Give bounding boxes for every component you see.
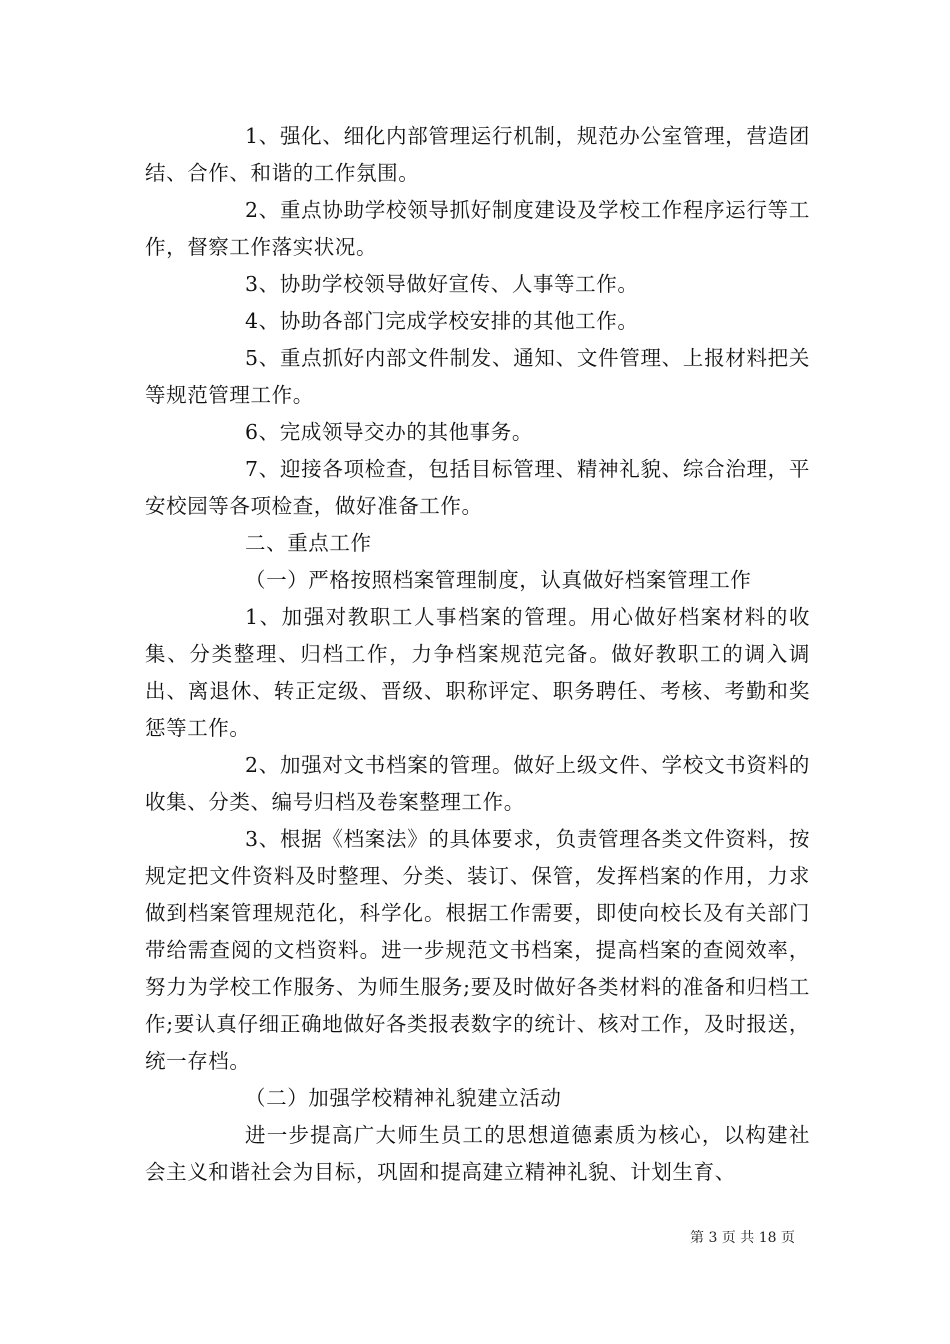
section-heading-key-work: 二、重点工作 [245, 531, 372, 555]
paragraph-item-6: 6、完成领导交办的其他事务。 [245, 420, 533, 444]
archives-item-2: 2、加强对文书档案的管理。做好上级文件、学校文书资料的收集、分类、编号归档及卷案整理工作。 [145, 753, 810, 814]
civility-paragraph: 进一步提高广大师生员工的思想道德素质为核心，以构建社会主义和谐社会为目标，巩固和提高建立精神礼貌、计划生育、 [145, 1123, 810, 1184]
subsection-heading-civility: （二）加强学校精神礼貌建立活动 [245, 1086, 562, 1110]
paragraph-item-2: 2、重点协助学校领导抓好制度建设及学校工作程序运行等工作，督察工作落实状况。 [145, 198, 810, 259]
archives-item-1: 1、加强对教职工人事档案的管理。用心做好档案材料的收集、分类整理、归档工作，力争档案规范完备。做好教职工的调入调出、离退休、转正定级、晋级、职称评定、职务聘任、考核、考勤和奖惩等工作。 [145, 605, 810, 740]
paragraph-item-3: 3、协助学校领导做好宣传、人事等工作。 [245, 272, 639, 296]
archives-item-3: 3、根据《档案法》的具体要求，负责管理各类文件资料，按规定把文件资料及时整理、分类、装订、保管，发挥档案的作用，力求做到档案管理规范化，科学化。根据工作需要，即使向校长及有关部门带给需查阅的文档资料。进一步规范文书档案，提高档案的查阅效率，努力为学校工作服务、为师生服务;要及时做好各类材料的准备和归档工作;要认真仔细正确地做好各类报表数字的统计、核对工作，及时报送，统一存档。 [145, 827, 810, 1073]
paragraph-item-5: 5、重点抓好内部文件制发、通知、文件管理、上报材料把关等规范管理工作。 [145, 346, 810, 407]
paragraph-item-7: 7、迎接各项检查，包括目标管理、精神礼貌、综合治理，平安校园等各项检查，做好准备工作。 [145, 457, 810, 518]
paragraph-item-4: 4、协助各部门完成学校安排的其他工作。 [245, 309, 639, 333]
document-body [145, 118, 810, 1191]
paragraph-item-1: 1、强化、细化内部管理运行机制，规范办公室管理，营造团结、合作、和谐的工作氛围。 [145, 124, 810, 185]
subsection-heading-archives: （一）严格按照档案管理制度，认真做好档案管理工作 [245, 568, 752, 592]
page-number-footer: 第 3 页 共 18 页 [690, 1230, 795, 1246]
